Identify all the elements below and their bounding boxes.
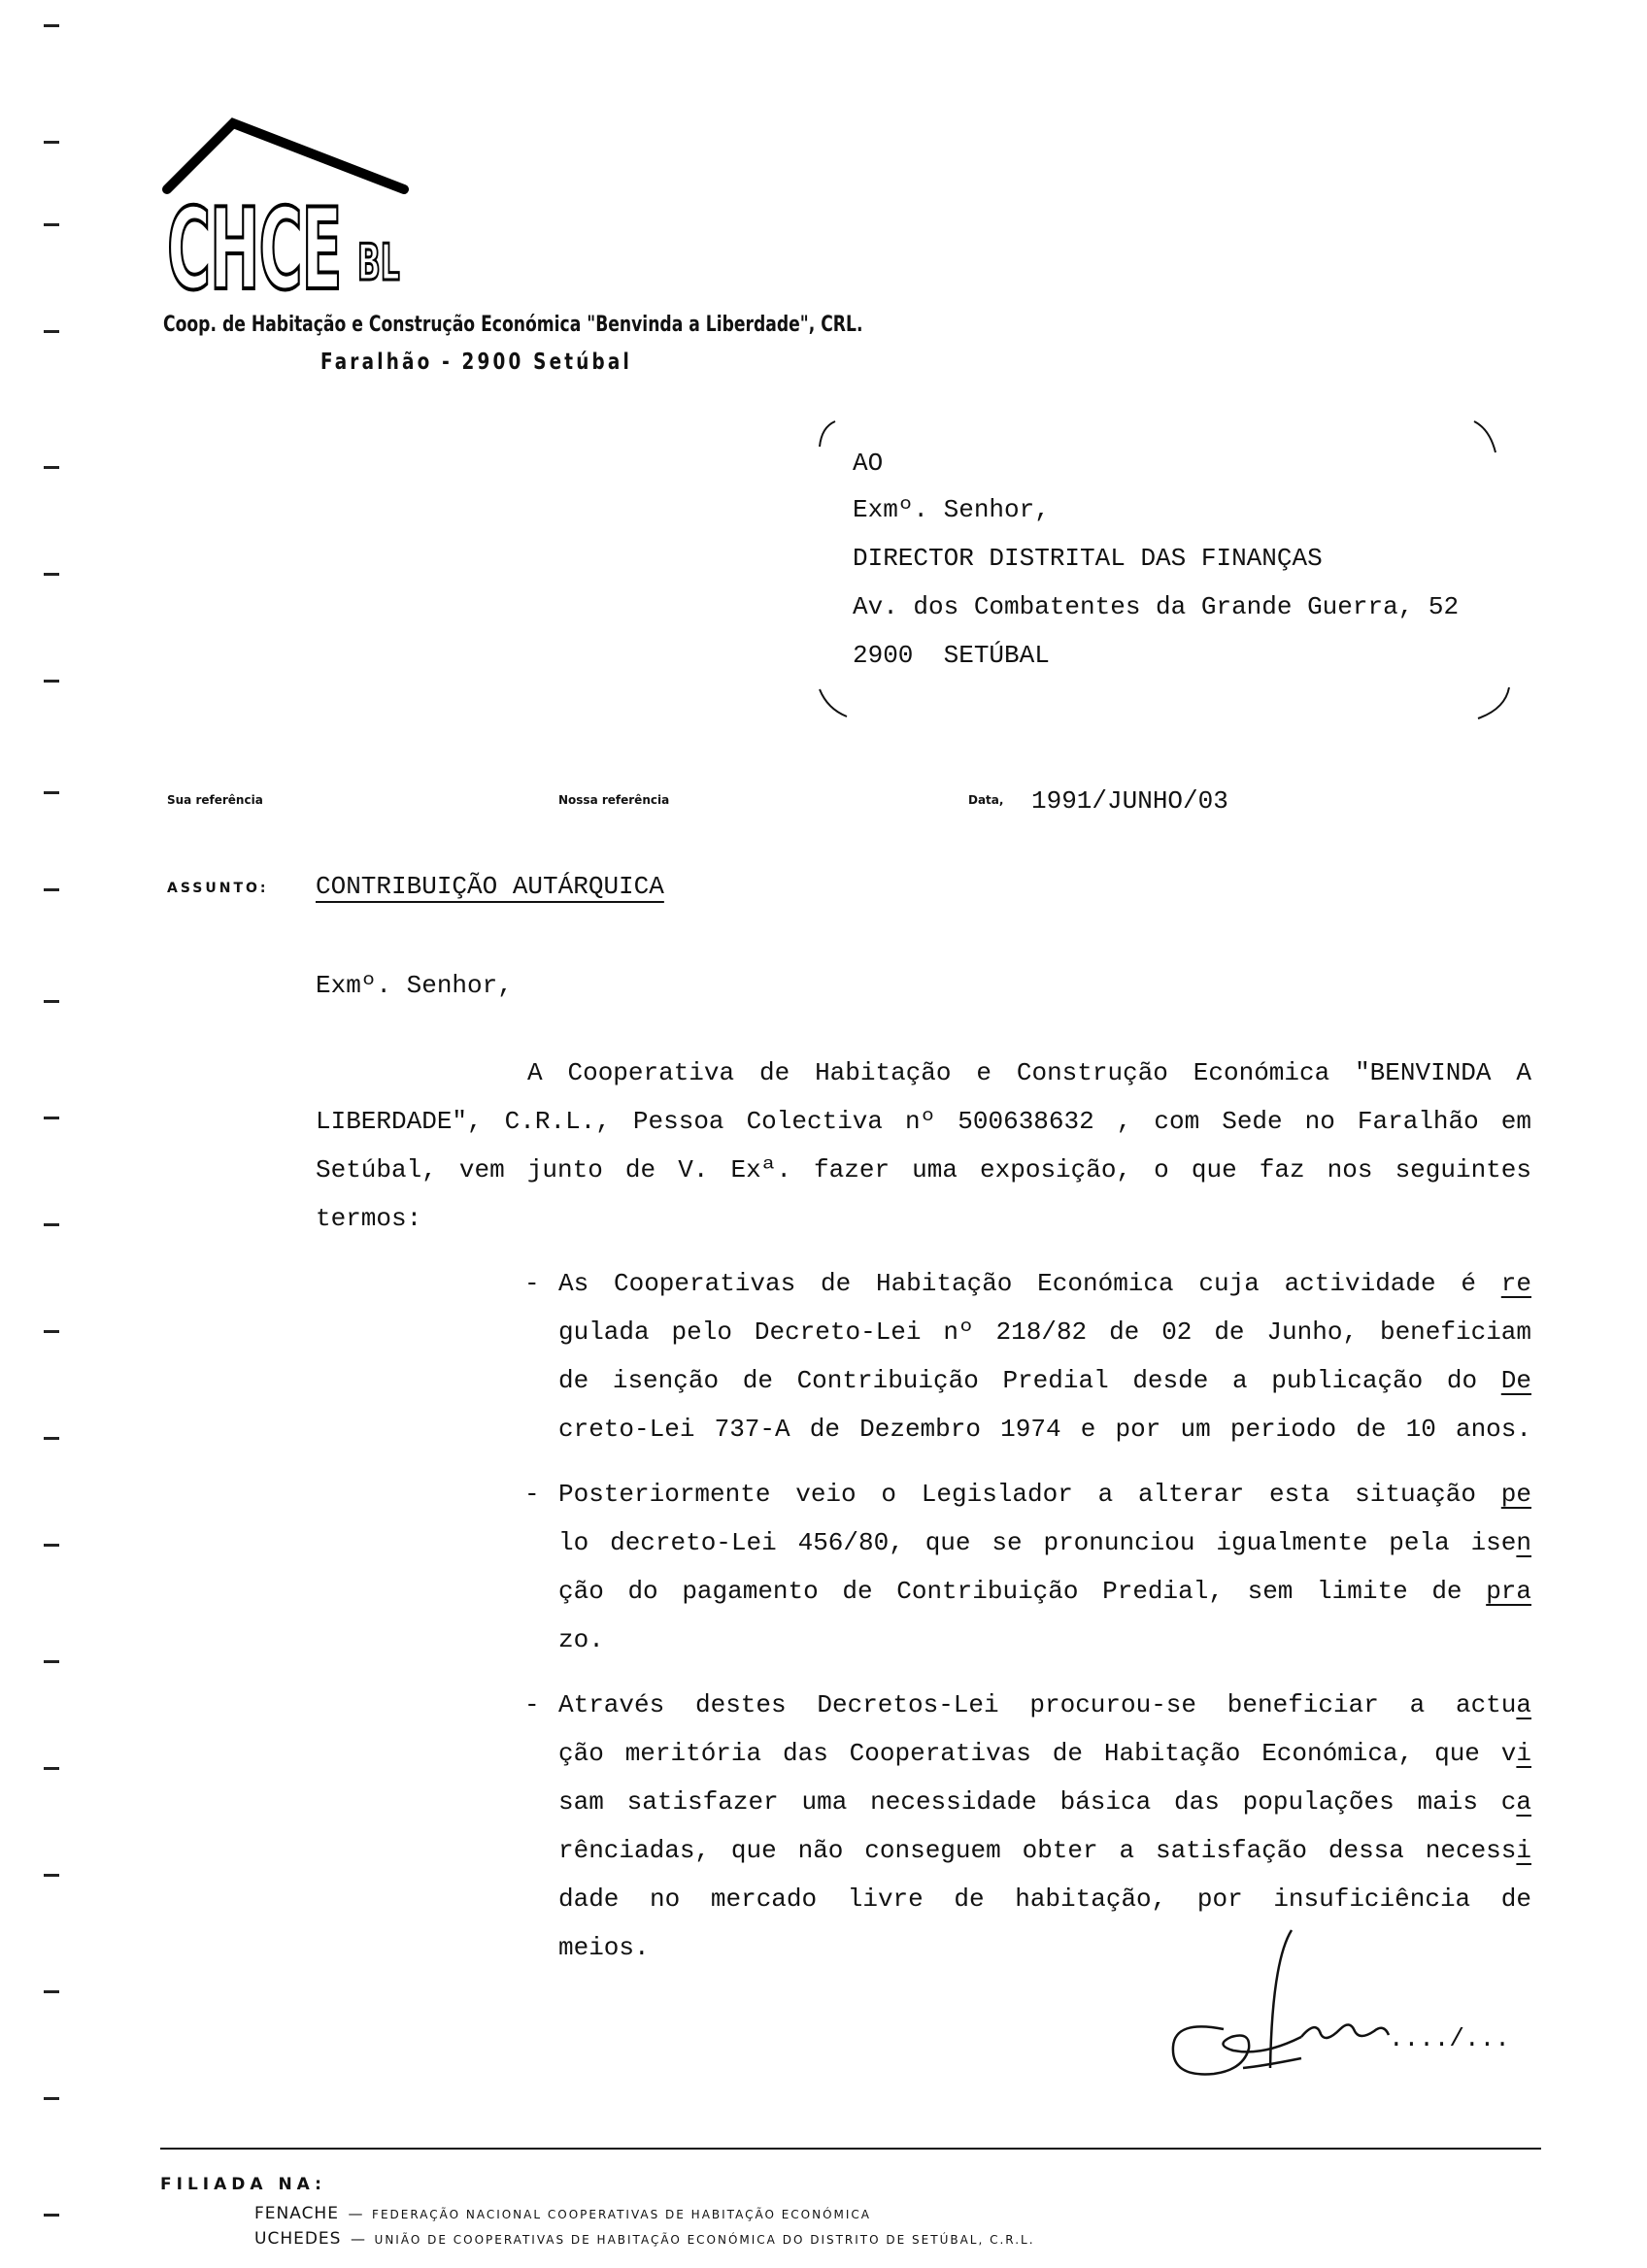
body-line — [558, 1366, 1531, 1395]
organization-name: Coop. de Habitação e Construção Económica "Benvinda a Liberdade", CRL. — [163, 313, 863, 337]
affiliation-name: FEDERAÇÃO NACIONAL COOPERATIVAS DE HABITAÇÃO ECONÓMICA — [372, 2208, 872, 2221]
line-text: As Cooperativas de Habitação Económica cuja actividade é — [558, 1269, 1501, 1298]
organization-location: Faralhão - 2900 Setúbal — [320, 350, 633, 375]
line-text: Posteriormente veio o Legislador a alterar esta situação — [558, 1480, 1501, 1509]
margin-punch-mark — [44, 24, 59, 27]
body-line — [558, 1836, 1531, 1865]
margin-punch-mark — [44, 1874, 59, 1877]
margin-punch-mark — [44, 1117, 59, 1119]
line-text: A Cooperativa de Habitação e Construção Económica "BENVINDA A — [527, 1058, 1531, 1087]
footer-divider — [160, 2148, 1541, 2150]
your-reference-label: Sua referência — [167, 793, 263, 807]
hyphenation-tail: pra — [1486, 1577, 1531, 1606]
bullet-dash: - — [524, 1690, 540, 1719]
line-text: sam satisfazer uma necessidade básica das populações mais c — [558, 1787, 1517, 1817]
recipient-line: AO — [853, 449, 884, 478]
body-line — [316, 1204, 421, 1233]
recipient-line: DIRECTOR DISTRITAL DAS FINANÇAS — [853, 544, 1323, 573]
hyphenation-tail: re — [1500, 1269, 1531, 1298]
margin-punch-mark — [44, 680, 59, 683]
hyphenation-tail: n — [1516, 1528, 1531, 1557]
line-text: rênciadas, que não conseguem obter a satisfação dessa necess — [558, 1836, 1517, 1865]
letter-date: 1991/JUNHO/03 — [1031, 786, 1228, 816]
hyphenation-tail: i — [1516, 1836, 1531, 1865]
address-window-brackets — [814, 417, 1513, 728]
margin-punch-mark — [44, 466, 59, 469]
margin-punch-mark — [44, 223, 59, 226]
margin-punch-mark — [44, 1000, 59, 1003]
hyphenation-tail: pe — [1500, 1480, 1531, 1509]
margin-punch-mark — [44, 1660, 59, 1663]
body-line — [558, 1528, 1531, 1557]
recipient-line: Exmº. Senhor, — [853, 495, 1050, 524]
recipient-line: Av. dos Combatentes da Grande Guerra, 52 — [853, 592, 1460, 621]
margin-punch-mark — [44, 2214, 59, 2217]
line-text: de isenção de Contribuição Predial desde a publicação do — [558, 1366, 1501, 1395]
line-text: dade no mercado livre de habitação, por insuficiência de — [558, 1884, 1531, 1914]
subject-value: CONTRIBUIÇÃO AUTÁRQUICA — [316, 872, 664, 901]
body-line — [558, 1933, 650, 1962]
body-line — [527, 1058, 1531, 1087]
margin-punch-mark — [44, 1437, 59, 1440]
margin-punch-mark — [44, 1767, 59, 1770]
hyphenation-tail: a — [1516, 1787, 1531, 1817]
line-text: zo. — [558, 1625, 604, 1654]
line-text: meios. — [558, 1933, 650, 1962]
line-text: ção do pagamento de Contribuição Predial, sem limite de — [558, 1577, 1487, 1606]
body-line — [316, 1155, 1531, 1184]
body-line — [558, 1625, 604, 1654]
margin-punch-mark — [44, 2097, 59, 2100]
continuation-mark: ..../... — [1389, 2024, 1510, 2053]
our-reference-label: Nossa referência — [558, 793, 670, 807]
body-line — [558, 1690, 1531, 1719]
line-text: ção meritória das Cooperativas de Habitação Económica, que v — [558, 1739, 1517, 1768]
margin-punch-mark — [44, 888, 59, 891]
separator: — — [341, 2230, 375, 2248]
body-line — [558, 1480, 1531, 1509]
margin-punch-mark — [44, 1223, 59, 1226]
affiliation-item — [254, 2229, 1035, 2249]
affiliation-heading: FILIADA NA: — [160, 2175, 326, 2194]
margin-punch-mark — [44, 1330, 59, 1333]
margin-punch-mark — [44, 1990, 59, 1993]
hyphenation-tail: De — [1500, 1366, 1531, 1395]
affiliation-code: UCHEDES — [254, 2229, 342, 2249]
body-line — [558, 1884, 1531, 1914]
margin-punch-mark — [44, 791, 59, 794]
recipient-line: 2900 SETÚBAL — [853, 641, 1050, 670]
margin-punch-mark — [44, 1544, 59, 1547]
line-text: lo decreto-Lei 456/80, que se pronunciou igualmente pela ise — [558, 1528, 1517, 1557]
line-text: LIBERDADE", C.R.L., Pessoa Colectiva nº 500638632 , com Sede no Faralhão em — [316, 1107, 1531, 1136]
bullet-dash: - — [524, 1480, 540, 1509]
line-text: gulada pelo Decreto-Lei nº 218/82 de 02 de Junho, beneficiam — [558, 1317, 1531, 1347]
body-line — [316, 1107, 1531, 1136]
affiliation-name: UNIÃO DE COOPERATIVAS DE HABITAÇÃO ECONÓMICA DO DISTRITO DE SETÚBAL, C.R.L. — [374, 2233, 1035, 2247]
hyphenation-tail: i — [1516, 1739, 1531, 1768]
affiliation-item — [254, 2204, 871, 2223]
hyphenation-tail: a — [1516, 1690, 1531, 1719]
body-line — [558, 1787, 1531, 1817]
line-text: termos: — [316, 1204, 422, 1233]
margin-punch-mark — [44, 573, 59, 576]
line-text: Através destes Decretos-Lei procurou-se beneficiar a actu — [558, 1690, 1517, 1719]
affiliation-code: FENACHE — [254, 2204, 339, 2223]
margin-punch-mark — [44, 330, 59, 333]
separator: — — [338, 2205, 373, 2222]
body-line — [558, 1739, 1531, 1768]
bullet-dash: - — [524, 1269, 540, 1298]
salutation: Exmº. Senhor, — [316, 971, 513, 1000]
body-line — [558, 1269, 1531, 1298]
line-text: Setúbal, vem junto de V. Exª. fazer uma exposição, o que faz nos seguintes — [316, 1155, 1531, 1184]
subject-label: ASSUNTO: — [167, 881, 269, 896]
margin-punch-mark — [44, 141, 59, 144]
body-line — [558, 1317, 1531, 1347]
line-text: creto-Lei 737-A de Dezembro 1974 e por um periodo de 10 anos. — [558, 1415, 1531, 1444]
date-label: Data, — [968, 793, 1004, 807]
body-line — [558, 1577, 1531, 1606]
logo-text: CHCE — [167, 184, 342, 316]
signature — [1156, 1922, 1437, 2087]
logo-subtext: BL — [357, 234, 400, 292]
body-line — [558, 1415, 1531, 1444]
